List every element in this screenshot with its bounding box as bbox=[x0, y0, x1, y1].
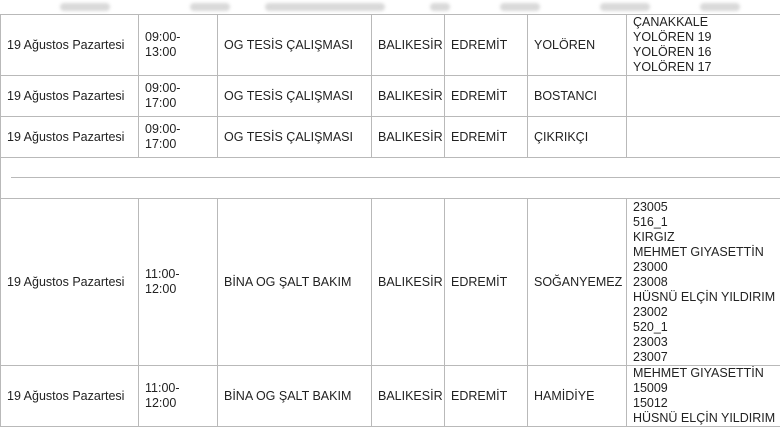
empty-row-cell bbox=[1, 158, 780, 199]
affected-line: YOLÖREN 16 bbox=[633, 45, 712, 59]
date-cell: 19 Ağustos Pazartesi bbox=[1, 366, 139, 427]
time-start: 11:00- bbox=[145, 267, 180, 281]
time-end: 17:00 bbox=[145, 96, 177, 110]
affected-line: YOLÖREN 19 bbox=[633, 30, 712, 44]
city-cell: BALIKESİR bbox=[372, 117, 445, 158]
table-row bbox=[1, 76, 780, 117]
city-cell: BALIKESİR bbox=[372, 15, 445, 76]
district-cell: EDREMİT bbox=[445, 366, 528, 427]
affected-line: 23005 bbox=[633, 199, 668, 214]
district-cell: EDREMİT bbox=[445, 15, 528, 76]
affected-line: MEHMET GIYASETTİN bbox=[633, 366, 764, 380]
affected-line: YOLÖREN 17 bbox=[633, 60, 712, 74]
neighborhood-cell: YOLÖREN bbox=[528, 15, 627, 76]
empty-row bbox=[1, 158, 780, 199]
time-end: 12:00 bbox=[145, 396, 177, 410]
affected-line: 520_1 bbox=[633, 319, 668, 334]
table-row bbox=[1, 366, 780, 427]
affected-line: 15009 bbox=[633, 381, 668, 395]
city-cell: BALIKESİR bbox=[372, 199, 445, 366]
divider bbox=[11, 177, 780, 178]
date-cell: 19 Ağustos Pazartesi bbox=[1, 76, 139, 117]
neighborhood-cell: SOĞANYEMEZ bbox=[528, 199, 627, 366]
affected-line: 23000 bbox=[633, 259, 668, 274]
work-type-cell: OG TESİS ÇALIŞMASI bbox=[218, 117, 372, 158]
affected-line: HÜSNÜ ELÇİN YILDIRIM bbox=[633, 411, 776, 425]
affected-line: 23007 bbox=[633, 349, 668, 364]
time-end: 12:00 bbox=[145, 282, 177, 296]
affected-line: 15012 bbox=[633, 396, 668, 410]
affected-lines-cell bbox=[627, 366, 780, 427]
time-end: 17:00 bbox=[145, 137, 177, 151]
district-cell: EDREMİT bbox=[445, 117, 528, 158]
time-cell bbox=[139, 76, 218, 117]
affected-line: MEHMET GIYASETTİN bbox=[633, 244, 764, 259]
time-cell bbox=[139, 199, 218, 366]
cropped-header-strip bbox=[0, 0, 780, 14]
city-cell: BALIKESİR bbox=[372, 76, 445, 117]
neighborhood-cell: ÇIKRIKÇI bbox=[528, 117, 627, 158]
affected-line: KIRGIZ bbox=[633, 229, 675, 244]
district-cell: EDREMİT bbox=[445, 76, 528, 117]
time-cell bbox=[139, 366, 218, 427]
date-cell: 19 Ağustos Pazartesi bbox=[1, 199, 139, 366]
affected-line: 516_1 bbox=[633, 214, 668, 229]
affected-line: 23008 bbox=[633, 274, 668, 289]
work-type-cell: OG TESİS ÇALIŞMASI bbox=[218, 15, 372, 76]
time-cell bbox=[139, 15, 218, 76]
work-type-cell: OG TESİS ÇALIŞMASI bbox=[218, 76, 372, 117]
work-type-cell: BİNA OG ŞALT BAKIM bbox=[218, 199, 372, 366]
table-row bbox=[1, 199, 780, 366]
date-cell: 19 Ağustos Pazartesi bbox=[1, 117, 139, 158]
table-row bbox=[1, 15, 780, 76]
time-start: 09:00- bbox=[145, 122, 181, 136]
affected-lines-cell bbox=[627, 117, 780, 158]
affected-line: HÜSNÜ ELÇİN YILDIRIM bbox=[633, 289, 776, 304]
city-cell: BALIKESİR bbox=[372, 366, 445, 427]
work-type-cell: BİNA OG ŞALT BAKIM bbox=[218, 366, 372, 427]
time-end: 13:00 bbox=[145, 45, 177, 59]
outage-table bbox=[0, 14, 780, 427]
neighborhood-cell: HAMİDİYE bbox=[528, 366, 627, 427]
time-start: 09:00- bbox=[145, 81, 181, 95]
date-cell: 19 Ağustos Pazartesi bbox=[1, 15, 139, 76]
affected-line: ÇANAKKALE bbox=[633, 15, 709, 29]
affected-lines-cell bbox=[627, 199, 780, 366]
affected-line: 23003 bbox=[633, 334, 668, 349]
district-cell: EDREMİT bbox=[445, 199, 528, 366]
affected-lines-cell bbox=[627, 15, 780, 76]
time-start: 11:00- bbox=[145, 381, 180, 395]
time-start: 09:00- bbox=[145, 30, 181, 44]
affected-lines-cell bbox=[627, 76, 780, 117]
table-row bbox=[1, 117, 780, 158]
affected-line: 23002 bbox=[633, 304, 668, 319]
neighborhood-cell: BOSTANCI bbox=[528, 76, 627, 117]
time-cell bbox=[139, 117, 218, 158]
